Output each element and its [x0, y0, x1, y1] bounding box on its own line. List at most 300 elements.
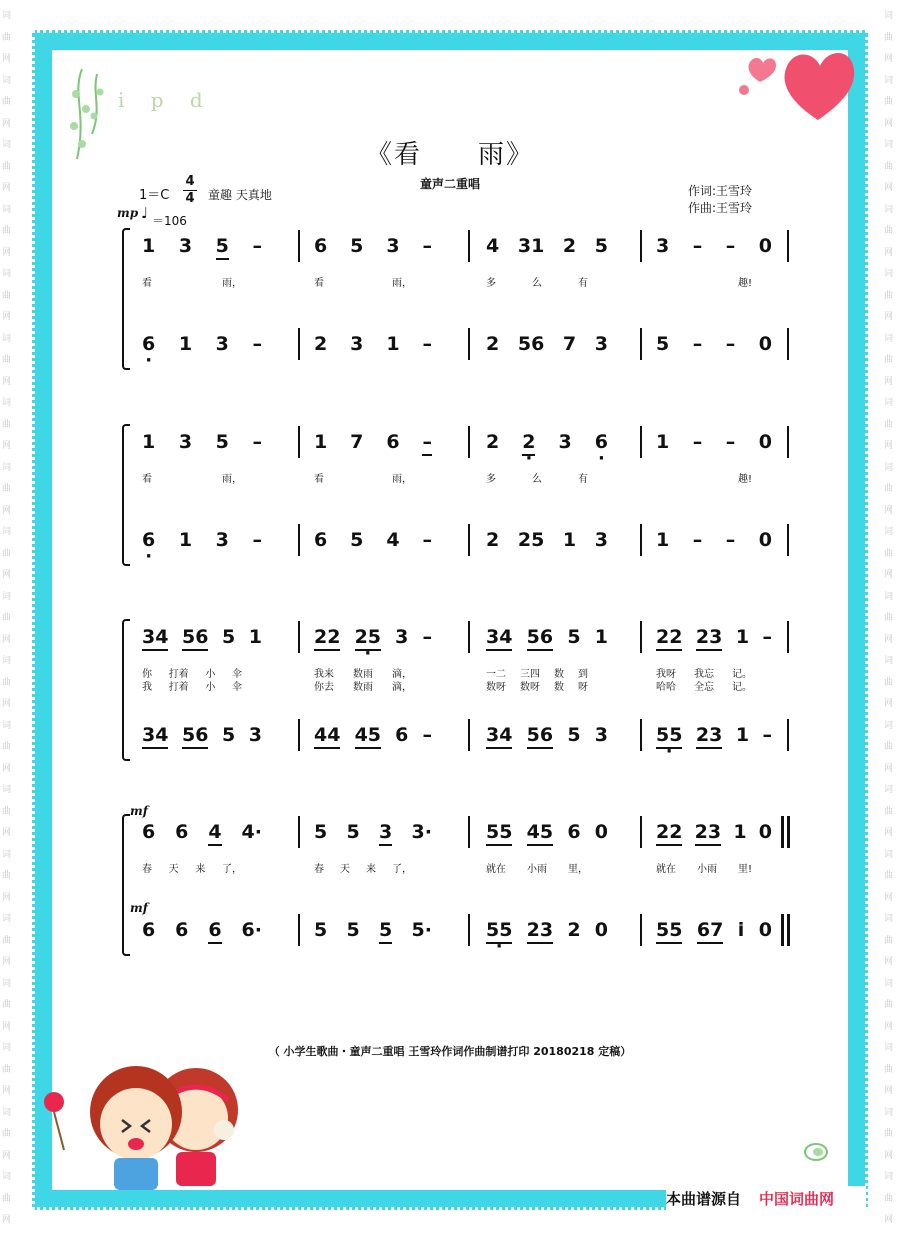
watermark-char: 词: [884, 75, 894, 86]
barline: [787, 524, 789, 556]
composer-credit: 作曲:王雪玲: [688, 201, 753, 215]
cartoon-children-icon: [36, 1060, 266, 1200]
lyric-word: 一二: [486, 669, 506, 680]
note: 22: [656, 626, 683, 648]
lyric-word: 了，: [392, 864, 412, 875]
barline: [468, 328, 470, 360]
note: · 2: [522, 431, 535, 453]
watermark-char: 曲: [884, 355, 894, 365]
lyric-word: 打着: [168, 669, 189, 680]
note: 6: [567, 821, 581, 843]
time-signature-bottom: 4: [185, 191, 195, 206]
note: 56: [181, 724, 209, 746]
note: 45: [526, 821, 554, 843]
song-title: 《看 雨》: [365, 140, 534, 170]
lyric-word: 多: [486, 278, 496, 289]
watermark-char: 曲: [2, 484, 12, 494]
watermark-char: 网: [2, 892, 12, 903]
lyric-word: 看: [142, 474, 152, 485]
note: –: [422, 431, 432, 453]
barline: [787, 914, 790, 946]
watermark-char: 网: [884, 570, 894, 580]
watermark-char: 词: [2, 269, 12, 279]
watermark-char: 词: [884, 333, 894, 344]
note: · 55: [656, 724, 682, 746]
lower-voice-measure: [142, 715, 262, 755]
lower-voice-measure: [314, 324, 432, 364]
watermark-char: 曲: [2, 226, 12, 236]
note: 56: [181, 626, 209, 648]
dynamic-mf-lower: mf: [130, 901, 148, 915]
watermark-char: 网: [2, 118, 12, 129]
note: 56: [526, 626, 554, 648]
source-site-link[interactable]: 中国词曲网: [759, 1189, 835, 1208]
upper-voice-measure: [314, 422, 432, 462]
note: –: [252, 333, 262, 355]
lyric-word: 三四: [520, 669, 540, 680]
note: · 6: [142, 333, 155, 355]
barline: [468, 524, 470, 556]
lyric-word: 么: [532, 474, 542, 485]
watermark-char: 网: [884, 699, 894, 709]
note: 1: [656, 529, 670, 551]
note: 0: [594, 821, 608, 843]
tempo-mark: ＝106: [152, 214, 187, 228]
upper-voice-measure: [142, 422, 262, 462]
lower-voice-measure: [656, 324, 772, 364]
system-brace: [122, 814, 130, 956]
watermark-char: 词: [2, 462, 12, 473]
quarter-note-icon: ♩: [141, 204, 149, 222]
watermark-char: 词: [884, 204, 894, 215]
barline: [640, 524, 642, 556]
watermark-char: 词: [884, 140, 894, 150]
lyric-word: 呀: [578, 682, 588, 693]
note: 34: [142, 724, 169, 746]
note: 6: [142, 821, 156, 843]
upper-voice-measure: [656, 422, 772, 462]
lower-voice-measure: [142, 520, 262, 560]
note: 5: [567, 626, 581, 648]
note: 5·: [411, 919, 432, 941]
lyric-word: 你: [142, 669, 152, 680]
barline: [468, 816, 470, 848]
watermark-char: 词: [884, 269, 894, 279]
watermark-char: 词: [884, 785, 894, 795]
note: 22: [656, 821, 683, 843]
watermark-char: 曲: [884, 613, 894, 623]
lyric-segment: [142, 678, 242, 693]
watermark-char: 曲: [884, 935, 894, 946]
note: 3: [178, 431, 193, 453]
watermark-char: 曲: [884, 742, 894, 752]
watermark-char: 曲: [2, 1129, 12, 1139]
source-label: 本曲谱源自: [666, 1189, 742, 1208]
lyric-word: 我来: [314, 669, 334, 680]
lyric-word: 全忘: [694, 682, 714, 693]
barline: [787, 816, 790, 848]
note: · 6: [142, 529, 155, 551]
note: 6: [175, 821, 189, 843]
note: 34: [142, 626, 169, 648]
upper-voice-measure: [314, 812, 432, 852]
lyric-word: 滴，: [392, 669, 412, 680]
lyric-segment: [486, 470, 588, 485]
note: –: [692, 529, 703, 551]
note: 3: [215, 529, 229, 551]
barline: [787, 230, 789, 262]
lyric-word: 数雨: [353, 669, 373, 680]
note: –: [725, 529, 736, 551]
watermark-char: 网: [884, 763, 894, 774]
watermark-char: 曲: [2, 290, 12, 301]
lyric-word: 里!: [737, 864, 752, 875]
upper-voice-measure: [486, 226, 608, 266]
upper-voice-measure: [656, 226, 772, 266]
barline: [468, 230, 470, 262]
lyric-segment: [656, 274, 752, 289]
lower-voice-measure: [656, 520, 772, 560]
watermark-char: 曲: [2, 32, 12, 43]
watermark-char: 曲: [884, 677, 894, 688]
note: 5: [221, 724, 236, 746]
lyric-segment: [656, 860, 752, 875]
note: 1: [386, 333, 400, 355]
lyric-word: 春: [314, 864, 324, 875]
barline: [298, 719, 300, 751]
watermark-char: 词: [2, 1043, 12, 1053]
lyric-word: 雨，: [222, 278, 242, 289]
lyric-segment: [142, 470, 242, 485]
lyric-word: 你去: [314, 682, 334, 693]
lyric-word: 就在: [656, 864, 676, 875]
barline: [298, 914, 300, 946]
note: 3: [386, 235, 400, 257]
note: 6: [175, 919, 189, 941]
watermark-char: 词: [2, 720, 12, 731]
note: 0: [758, 333, 772, 355]
note: 2: [567, 919, 581, 941]
lyric-word: 数呀: [486, 682, 506, 693]
note: 3: [215, 333, 229, 355]
note: 4: [208, 821, 222, 843]
note: 1: [735, 724, 750, 746]
watermark-char: 网: [2, 634, 12, 645]
watermark-char: 词: [2, 1107, 12, 1118]
note: 56: [517, 333, 545, 355]
upper-voice-measure: [314, 617, 432, 657]
lower-voice-measure: [656, 910, 772, 950]
note: 1: [248, 626, 262, 648]
note: 3: [656, 235, 670, 257]
note: 2: [486, 529, 500, 551]
note: 5: [314, 919, 328, 941]
note: · 55: [486, 919, 512, 941]
watermark-char: 词: [2, 140, 12, 150]
barline: [640, 328, 642, 360]
watermark-char: 曲: [884, 484, 894, 494]
watermark-char: 曲: [884, 161, 894, 172]
watermark-char: 网: [2, 505, 12, 516]
watermark-char: 词: [884, 398, 894, 408]
watermark-char: 曲: [2, 871, 12, 881]
watermark-char: 词: [2, 75, 12, 86]
note: 6·: [241, 919, 262, 941]
watermark-char: 曲: [2, 613, 12, 623]
upper-voice-measure: [142, 226, 262, 266]
watermark-char: 词: [884, 1043, 894, 1053]
note: –: [692, 235, 703, 257]
watermark-char: 曲: [2, 806, 12, 817]
lyric-word: 我忘: [694, 669, 714, 680]
watermark-char: 词: [2, 591, 12, 602]
dynamic-mp: mp: [117, 206, 139, 220]
note: 7: [562, 333, 577, 355]
watermark-char: 词: [2, 785, 12, 795]
note: 5: [350, 529, 364, 551]
watermark-char: 网: [884, 1215, 894, 1225]
note: 5: [350, 235, 364, 257]
note: 1: [735, 626, 750, 648]
watermark-char: 词: [2, 978, 12, 989]
lyric-word: 我: [142, 682, 152, 693]
barline: [298, 621, 300, 653]
note: 0: [758, 919, 772, 941]
lower-voice-measure: [314, 715, 432, 755]
watermark-char: 网: [2, 247, 12, 258]
upper-voice-measure: [656, 812, 772, 852]
note: 55: [656, 919, 683, 941]
note: 2: [314, 333, 328, 355]
lower-voice-measure: [486, 324, 608, 364]
note: 2: [486, 431, 500, 453]
lyric-word: 春: [142, 864, 152, 875]
lyric-word: 小雨: [696, 864, 717, 875]
barline: [787, 426, 789, 458]
watermark-char: 网: [884, 183, 894, 193]
barline: [298, 426, 300, 458]
lyric-word: 趣!: [737, 474, 752, 485]
note: 1: [562, 529, 577, 551]
note: 34: [486, 626, 513, 648]
watermark-char: 网: [884, 634, 894, 645]
lyric-word: 来: [366, 864, 376, 875]
barline: [787, 621, 789, 653]
lyric-word: 就在: [486, 864, 506, 875]
note: 55: [486, 821, 513, 843]
lyric-segment: [486, 678, 588, 693]
watermark-char: 曲: [2, 419, 12, 430]
lyric-word: 趣!: [737, 278, 752, 289]
note: 1: [178, 529, 193, 551]
note: –: [692, 431, 703, 453]
lyric-segment: [656, 470, 752, 485]
watermark-char: 词: [2, 204, 12, 215]
watermark-char: 曲: [884, 806, 894, 817]
note: 1: [142, 431, 156, 453]
note: 2: [562, 235, 577, 257]
note: 44: [314, 724, 341, 746]
note: 31: [517, 235, 545, 257]
lyric-word: 天: [340, 864, 350, 875]
note: 1: [142, 235, 156, 257]
lyric-segment: [314, 678, 412, 693]
note: 7: [350, 431, 364, 453]
barline: [640, 816, 642, 848]
system-brace: [122, 228, 130, 370]
lyric-word: 滴，: [392, 682, 412, 693]
watermark-char: 曲: [884, 290, 894, 301]
note: 0: [758, 529, 772, 551]
note: 1: [733, 821, 747, 843]
note: 23: [526, 919, 554, 941]
watermark-char: 网: [884, 312, 894, 322]
lyric-segment: [486, 860, 588, 875]
note: 0: [758, 431, 772, 453]
watermark-char: 曲: [2, 161, 12, 172]
key-signature: 1＝C: [139, 188, 170, 203]
watermark-char: 词: [884, 527, 894, 537]
watermark-char: 曲: [884, 1064, 894, 1075]
lyric-word: 数: [554, 669, 564, 680]
watermark-char: 网: [884, 505, 894, 516]
system-brace: [122, 424, 130, 566]
note: 45: [354, 724, 382, 746]
barline: [468, 426, 470, 458]
watermark-char: 网: [2, 957, 12, 967]
watermark-char: 词: [884, 978, 894, 989]
note: –: [422, 333, 432, 355]
upper-voice-measure: [142, 812, 262, 852]
watermark-char: 词: [884, 1107, 894, 1118]
note: 1: [314, 431, 328, 453]
lyric-word: 打着: [168, 682, 189, 693]
note: 56: [526, 724, 554, 746]
upper-voice-measure: [486, 617, 608, 657]
note: 67: [696, 919, 724, 941]
heart-decoration-icon: [730, 42, 860, 122]
barline: [298, 816, 300, 848]
note: 5: [594, 235, 608, 257]
watermark-char: 词: [884, 1172, 894, 1182]
upper-voice-measure: [142, 617, 262, 657]
watermark-char: 网: [2, 441, 12, 451]
upper-voice-measure: [486, 422, 608, 462]
lyric-word: 看: [142, 278, 152, 289]
lower-voice-measure: [142, 324, 262, 364]
watermark-char: 曲: [2, 1193, 12, 1204]
lyric-word: 小雨: [527, 864, 547, 875]
watermark-char: 曲: [2, 677, 12, 688]
score-footer-note: （ 小学生歌曲・童声二重唱 王雪玲作词作曲制谱打印 20180218 定稿）: [268, 1045, 632, 1058]
system-brace: [122, 619, 130, 761]
lower-voice-measure: [656, 715, 772, 755]
note: 3: [558, 431, 572, 453]
watermark-char: 网: [2, 1086, 12, 1096]
lyric-word: 到: [578, 669, 588, 680]
lyric-word: 雨，: [392, 278, 412, 289]
note: · 25: [355, 626, 381, 648]
barline: [298, 524, 300, 556]
barline: [640, 426, 642, 458]
lower-voice-measure: [486, 715, 608, 755]
lyric-word: 哈哈: [656, 682, 676, 693]
song-subtitle: 童声二重唱: [419, 177, 480, 191]
note: –: [725, 333, 736, 355]
lower-voice-measure: [486, 520, 608, 560]
note: 22: [314, 626, 341, 648]
watermark-char: 词: [2, 11, 12, 21]
watermark-char: 词: [884, 591, 894, 602]
note: 0: [594, 919, 608, 941]
lyric-word: 里，: [568, 864, 588, 875]
watermark-char: 网: [884, 118, 894, 129]
lyric-word: 数雨: [353, 682, 373, 693]
note: –: [422, 626, 432, 648]
watermark-char: 词: [2, 1172, 12, 1182]
watermark-char: 词: [884, 462, 894, 473]
note: 5: [314, 821, 328, 843]
note: 5: [567, 724, 581, 746]
note: 3: [178, 235, 193, 257]
dynamic-mf-upper: mf: [130, 804, 148, 818]
watermark-char: 词: [2, 849, 12, 860]
barline: [640, 621, 642, 653]
watermark-char: 网: [884, 1021, 894, 1032]
source-label-box: [666, 1186, 866, 1210]
note: 1: [594, 626, 608, 648]
lyric-word: 记。: [732, 682, 752, 693]
lyric-word: 雨，: [392, 474, 412, 485]
barline: [787, 328, 789, 360]
lyric-segment: [656, 678, 752, 693]
upper-voice-measure: [486, 812, 608, 852]
note: 5: [215, 235, 229, 257]
watermark-char: 词: [2, 527, 12, 537]
note: 6: [386, 431, 400, 453]
note: –: [725, 431, 736, 453]
note: 4: [486, 235, 500, 257]
note: 3: [395, 626, 409, 648]
lyric-word: 伞: [231, 682, 242, 693]
note: –: [422, 235, 432, 257]
note: 34: [486, 724, 513, 746]
upper-voice-measure: [656, 617, 772, 657]
watermark-char: 曲: [884, 1129, 894, 1139]
lower-voice-measure: [486, 910, 608, 950]
watermark-char: 网: [2, 183, 12, 193]
note: 0: [758, 821, 772, 843]
lyric-segment: [142, 860, 242, 875]
note: –: [252, 235, 262, 257]
watermark-char: 网: [2, 570, 12, 580]
watermark-char: 网: [2, 699, 12, 709]
lyric-word: 雨，: [222, 474, 242, 485]
lower-voice-measure: [142, 910, 262, 950]
note: 5: [379, 919, 393, 941]
note: 3: [594, 529, 608, 551]
lower-voice-measure: [314, 910, 432, 950]
watermark-char: 词: [884, 914, 894, 924]
lyric-segment: [486, 274, 588, 289]
watermark-char: 词: [2, 656, 12, 666]
note: 3: [350, 333, 364, 355]
lyric-segment: [314, 274, 412, 289]
barline: [298, 230, 300, 262]
barline: [298, 328, 300, 360]
watermark-char: 词: [2, 398, 12, 408]
watermark-char: 词: [884, 849, 894, 860]
